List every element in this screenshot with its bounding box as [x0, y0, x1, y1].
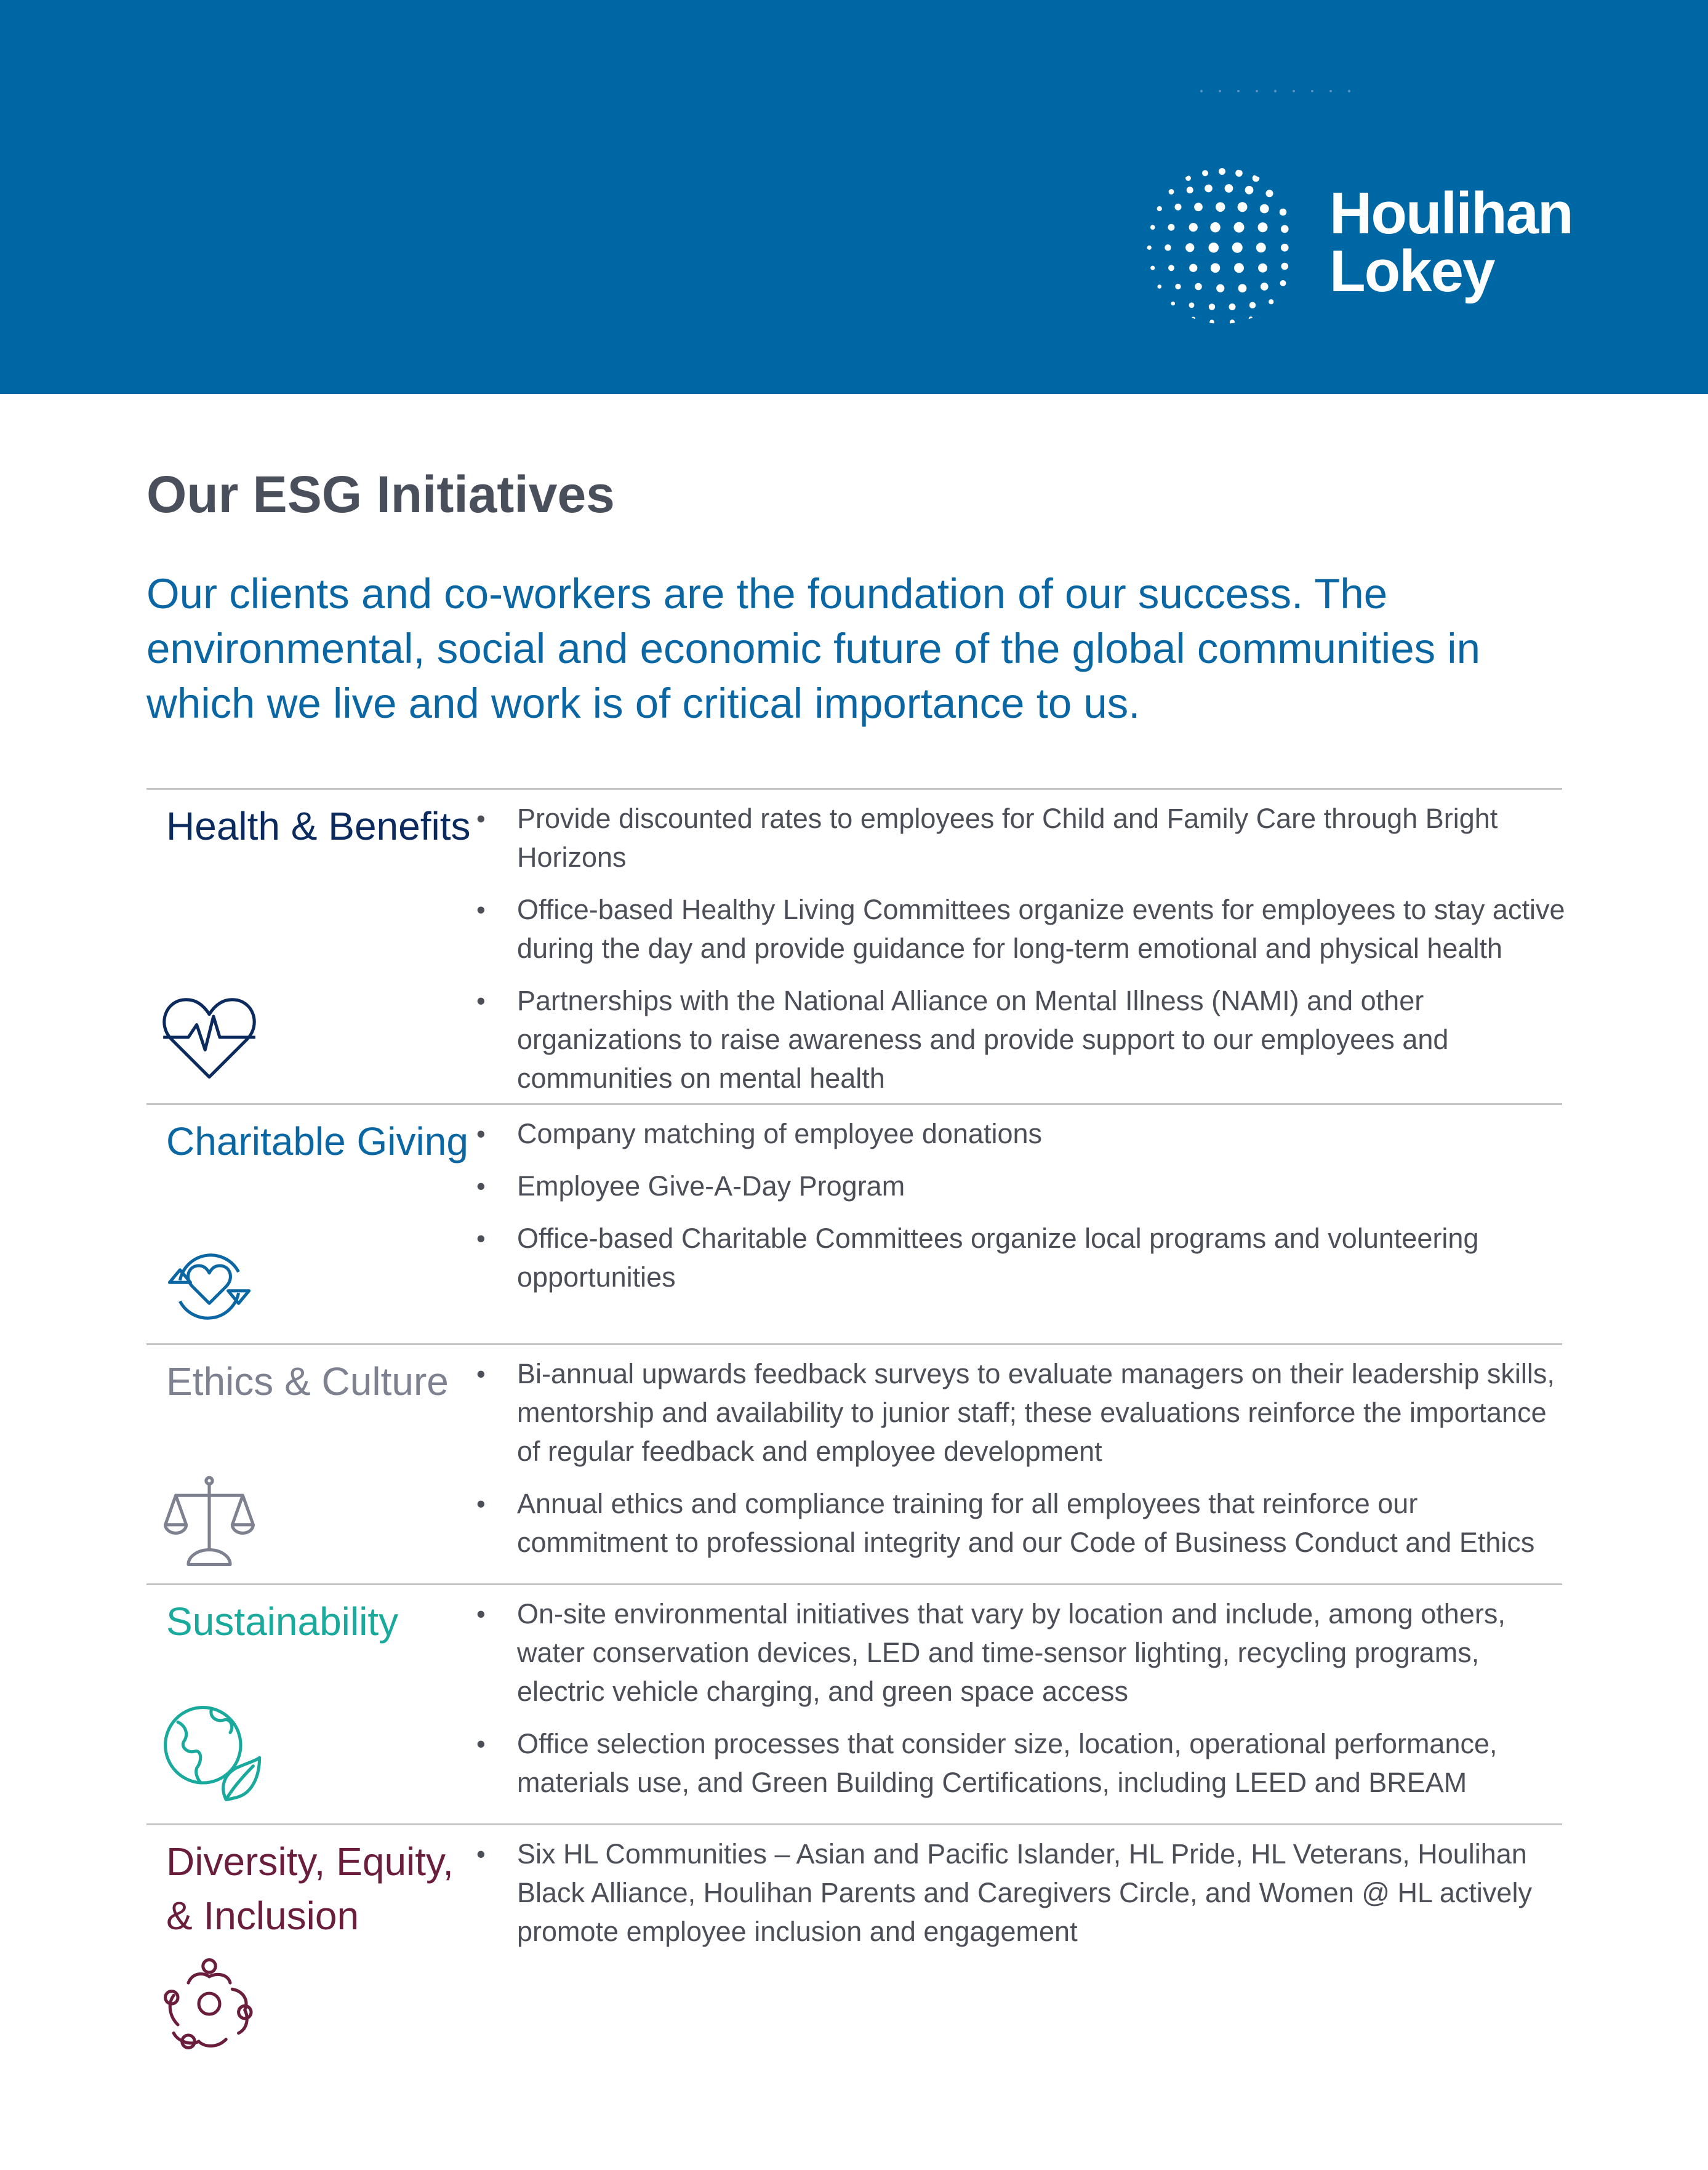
page-title: Our ESG Initiatives [146, 465, 615, 523]
brand-line-2: Lokey [1329, 238, 1494, 304]
globe-dots-icon [1137, 161, 1307, 331]
section-heading-charitable: Charitable Giving [166, 1119, 468, 1163]
section-divider [146, 788, 1562, 790]
list-item: • Annual ethics and compliance training for all employees that reinforce our commitment to professional integrity and our Code of Business Conduct and Ethics [468, 1484, 1570, 1562]
bullet-list-dei [468, 1834, 1570, 1964]
section-heading-ethics: Ethics & Culture [166, 1359, 449, 1404]
globe-leaf-icon [157, 1699, 262, 1804]
scales-icon [157, 1468, 262, 1573]
list-item: • Partnerships with the National Alliance on Mental Illness (NAMI) and other organizations to raise awareness and provide support to our employees and communities on mental health [468, 981, 1570, 1098]
section-divider [146, 1103, 1562, 1105]
list-item: • On-site environmental initiatives that vary by location and include, among others, water conservation devices, LED and time-sensor lighting, recycling programs, electric vehicle charging, and green space access [468, 1594, 1570, 1711]
section-heading-dei: Diversity, Equity, & Inclusion [166, 1839, 454, 1938]
intro-statement: Our clients and co-workers are the foundation of our success. The environmental, social and economic future of the global communities in which we live and work is of critical importance to us. [146, 570, 1480, 727]
bullet-list-ethics [468, 1354, 1570, 1575]
list-item: • Office selection processes that consider size, location, operational performance, materials use, and Green Building Certifications, including LEED and BREAM [468, 1724, 1570, 1802]
header-banner [0, 0, 1708, 394]
bullet-list-health [468, 799, 1570, 1111]
list-item: • Office-based Charitable Committees organize local programs and volunteering opportunities [468, 1219, 1570, 1296]
brand-wordmark [1329, 180, 1573, 304]
list-item: • Employee Give-A-Day Program [468, 1167, 1570, 1205]
heart-cycle-icon [157, 1234, 262, 1339]
list-item: • Six HL Communities – Asian and Pacific Islander, HL Pride, HL Veterans, Houlihan Black Alliance, Houlihan Parents and Caregivers Circle, and Women @ HL actively promote employee inclusion and engagement [468, 1834, 1570, 1951]
section-heading-health: Health & Benefits [166, 804, 471, 848]
section-divider [146, 1823, 1562, 1825]
section-divider [146, 1583, 1562, 1585]
people-circle-icon [157, 1951, 262, 2056]
list-item: • Provide discounted rates to employees for Child and Family Care through Bright Horizons [468, 799, 1570, 877]
section-heading-sustainability: Sustainability [166, 1599, 399, 1644]
brand-line-1: Houlihan [1329, 180, 1573, 246]
section-divider [146, 1343, 1562, 1345]
list-item: • Office-based Healthy Living Committees organize events for employees to stay active during the day and provide guidance for long-term emotional and physical health [468, 890, 1570, 968]
bullet-list-sustainability [468, 1594, 1570, 1815]
bullet-list-charitable [468, 1114, 1570, 1310]
heart-pulse-icon [157, 985, 262, 1090]
dotted-line-decoration [1199, 90, 1353, 92]
list-item: • Company matching of employee donations [468, 1114, 1570, 1153]
list-item: • Bi-annual upwards feedback surveys to evaluate managers on their leadership skills, mentorship and availability to junior staff; these evaluations reinforce the importance of regular feedback and employee development [468, 1354, 1570, 1471]
